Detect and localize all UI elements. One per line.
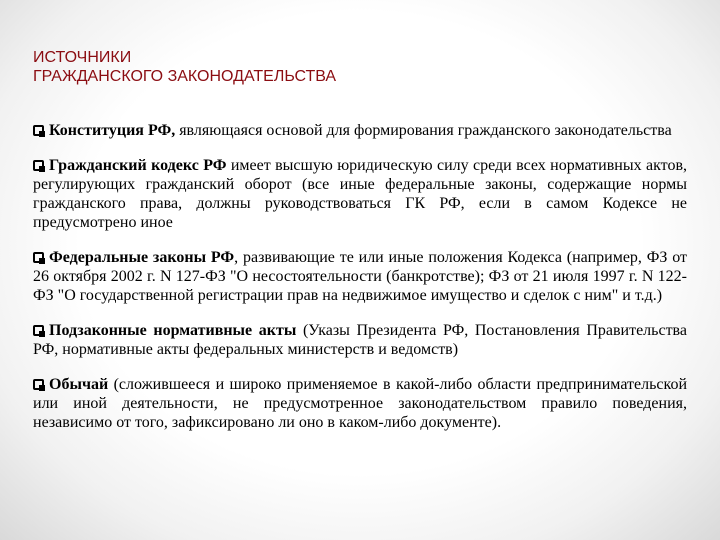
title-line-2: ГРАЖДАНСКОГО ЗАКОНОДАТЕЛЬСТВА (33, 68, 337, 85)
item-bold: Подзаконные нормативные акты (49, 322, 297, 339)
checkbox-bullet-icon (33, 325, 44, 336)
checkbox-bullet-icon (33, 125, 44, 136)
item-bold: Обычай (49, 376, 109, 393)
list-item-constitution (33, 121, 687, 140)
title-line-1: ИСТОЧНИКИ (33, 49, 132, 66)
list-item-federal-laws (33, 248, 687, 305)
checkbox-bullet-icon (33, 160, 44, 171)
content-list (33, 121, 687, 448)
slide-title (33, 48, 593, 86)
item-text: , развивающие те или иные положения Кодекса (например, ФЗ от 26 октября 2002 г. N 127-ФЗ "О несостоятельности (банкротстве); ФЗ от 21 июля 1997 г. N 122-ФЗ "О государственной регистрации прав на недвижимое имущество и сделок с ним" и т.д.) (33, 249, 688, 304)
checkbox-bullet-icon (33, 252, 44, 263)
list-item-custom (33, 375, 687, 432)
item-text: (сложившееся и широко применяемое в какой-либо области предпринимательской или иной деятельности, не предусмотренное законодательством правило поведения, независимо от того, зафиксировано ли оно в каком-либо документе). (33, 376, 687, 431)
item-text: являющаяся основой для формирования гражданского законодательства (175, 122, 672, 139)
item-text: (Указы Президента РФ, Постановления Правительства РФ, нормативные акты федеральных министерств и ведомств) (33, 322, 688, 358)
checkbox-bullet-icon (33, 379, 44, 390)
list-item-civil-code (33, 156, 687, 232)
item-bold: Федеральные законы РФ (49, 249, 235, 266)
item-bold: Гражданский кодекс РФ (49, 157, 227, 174)
item-text: имеет высшую юридическую силу среди всех нормативных актов, регулирующих гражданский оборот (все иные федеральные законы, содержащие нормы гражданского права, должны руководствоваться ГК РФ, если в самом Кодексе не предусмотрено иное (33, 157, 687, 231)
item-bold: Конституция РФ, (49, 122, 176, 139)
list-item-bylaws (33, 321, 687, 359)
